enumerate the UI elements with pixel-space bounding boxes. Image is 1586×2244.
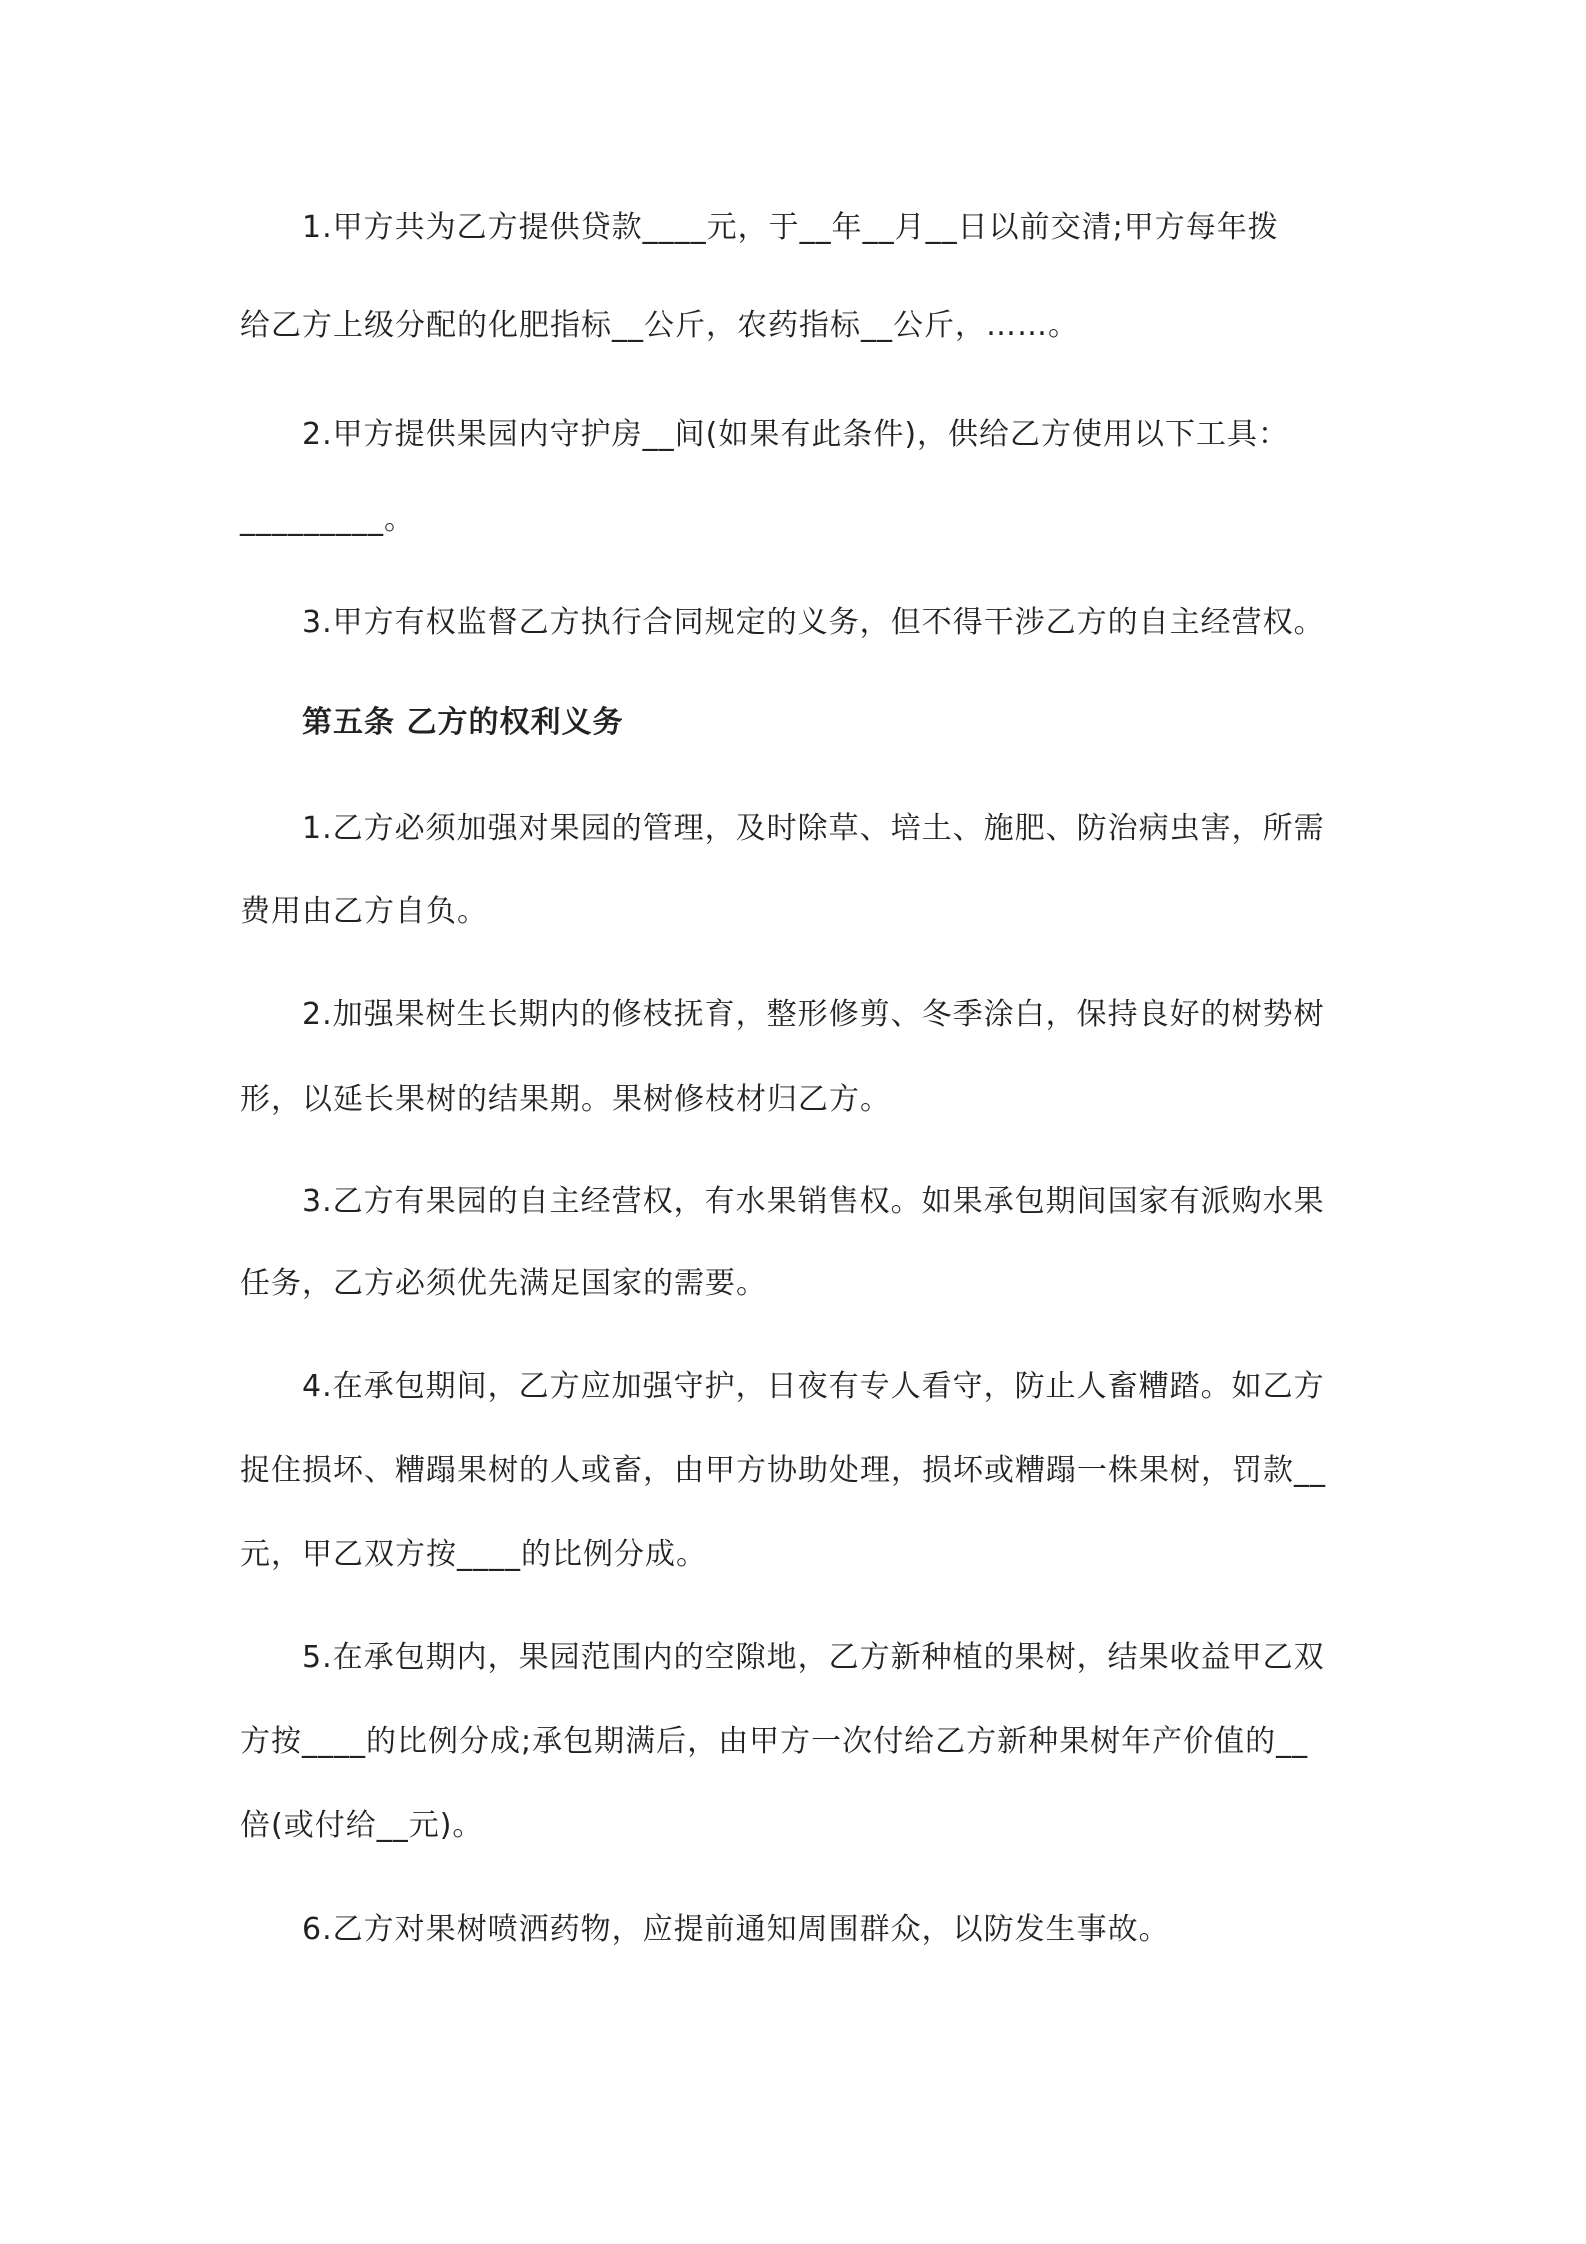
paragraph-line: 3.乙方有果园的自主经营权，有水果销售权。如果承包期间国家有派购水果 [302,1184,1325,1219]
paragraph-line: 6.乙方对果树喷洒药物，应提前通知周围群众，以防发生事故。 [302,1912,1170,1947]
paragraph-line: 任务，乙方必须优先满足国家的需要。 [240,1266,767,1301]
paragraph-line: 5.在承包期内，果园范围内的空隙地，乙方新种植的果树，结果收益甲乙双 [302,1640,1325,1675]
paragraph-line: 方按____的比例分成;承包期满后，由甲方一次付给乙方新种果树年产价值的__ [240,1724,1309,1759]
paragraph-line: 1.乙方必须加强对果园的管理，及时除草、培土、施肥、防治病虫害，所需 [302,811,1325,846]
paragraph-line: 捉住损坏、糟蹋果树的人或畜，由甲方协助处理，损坏或糟蹋一株果树，罚款__ [240,1453,1326,1488]
paragraph-line: 4.在承包期间，乙方应加强守护，日夜有专人看守，防止人畜糟踏。如乙方 [302,1369,1325,1404]
paragraph-line: 形，以延长果树的结果期。果树修枝材归乙方。 [240,1082,891,1117]
paragraph-line: 2.加强果树生长期内的修枝抚育，整形修剪、冬季涂白，保持良好的树势树 [302,997,1325,1032]
paragraph-line: 倍(或付给__元)。 [240,1808,484,1843]
paragraph-line: 给乙方上级分配的化肥指标__公斤，农药指标__公斤，……。 [240,308,1079,343]
paragraph-line: 3.甲方有权监督乙方执行合同规定的义务，但不得干涉乙方的自主经营权。 [302,605,1325,640]
paragraph-line: 元，甲乙双方按____的比例分成。 [240,1537,707,1572]
paragraph-line: 费用由乙方自负。 [240,894,488,929]
paragraph-line: _________。 [240,502,415,537]
paragraph-line: 1.甲方共为乙方提供贷款____元，于__年__月__日以前交清;甲方每年拨 [302,210,1279,245]
section-heading: 第五条 乙方的权利义务 [302,705,624,740]
paragraph-line: 2.甲方提供果园内守护房__间(如果有此条件)，供给乙方使用以下工具： [302,417,1290,452]
